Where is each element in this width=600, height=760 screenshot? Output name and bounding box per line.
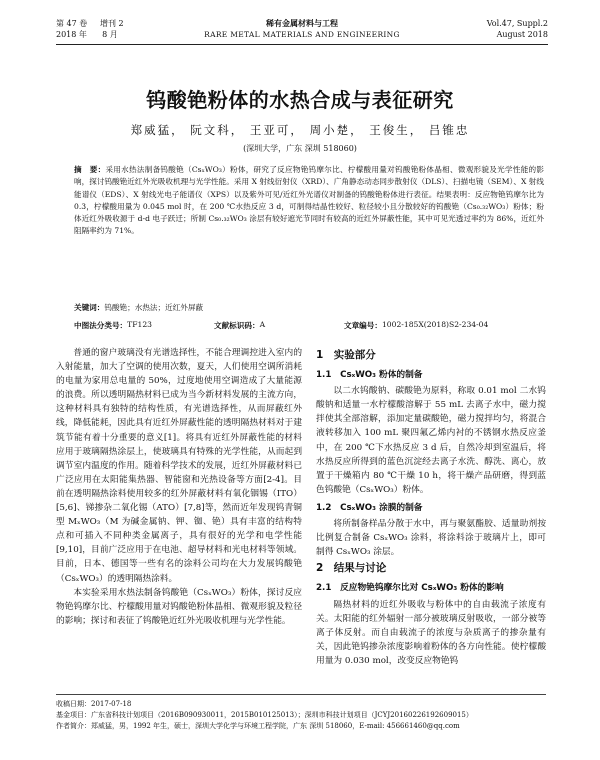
received-date: 收稿日期：2017-07-18 <box>56 700 132 708</box>
issue-left: 增刊 2 <box>99 19 124 28</box>
volume-right: Vol.47, Suppl.2 <box>486 19 548 28</box>
doc-code-label: 文献标识码： <box>214 321 260 330</box>
year-left: 2018 年 <box>56 30 87 39</box>
cls-value: TF123 <box>127 320 152 329</box>
running-header <box>56 18 548 45</box>
abstract <box>74 164 544 238</box>
paragraph-1-2: 将所制备样品分散于水中，再与聚氨酯胶、适量助剂按比例复合制备 CsₓWO₃ 涂料，将涂料涂于玻璃片上，即可制得 CsₓWO₃ 涂层。 <box>316 519 546 558</box>
section-heading-1: 1 实验部分 <box>316 349 376 361</box>
journal-name <box>56 18 548 40</box>
subsection-heading-1-1: 1.1 CsₓWO₃ 粉体的制备 <box>316 370 423 381</box>
section-heading-2: 2 结果与讨论 <box>316 562 387 575</box>
header-right <box>487 18 548 40</box>
date-right: August 2018 <box>496 30 548 39</box>
abstract-text: 采用水热法制备钨酸铯（CsₓWO₃）粉体，研究了反应物铯钨摩尔比、柠檬酸用量对钨酸铯粉体晶相、微观形貌及光学性能的影响，探讨钨酸铯近红外光吸收机理与光学性能。采用 X 射线衍射仪（XRD）、广角静态动态同步散射仪（DLS）、扫描电镜（SEM）、X 射线能谱仪（EDS）、X 射线光电子能谱仪（XPS）以及紫外可见/近红外光谱仪对制备的钨酸铯粉体进行表征。结果表明：反应物铯钨摩尔比为 0.3，柠檬酸用量为 0.045 mol 时，在 200 ℃水热反应 3 d，可制得结晶性较好、粒径较小且分散较好的钨酸铯（Cs₀.₃₂WO₃）粉体；粉体近红外吸收源于 d-d 电子跃迁；所制 Cs₀.₃₂WO₃ 涂层有较好遮光节同时有较高的近红外屏蔽性能，其中可见光透过率约为 86%，近红外阻隔率约为 71%。 <box>74 165 545 236</box>
author-bio: 作者简介：郑威猛，男，1992 年生，硕士，深圳大学化学与环境工程学院，广东 深圳 518060，E-mail: 456661460@qq.com <box>56 722 460 730</box>
right-column <box>316 346 546 668</box>
article-no-label: 文章编号： <box>344 321 382 330</box>
subsection-heading-1-2: 1.2 CsₓWO₃ 涂膜的制备 <box>316 502 423 513</box>
paragraph-1-1: 以二水钨酸钠、碳酸铯为原料，称取 0.01 mol 二水钨酸钠和适量一水柠檬酸溶解于 55 mL 去离子水中，磁力搅拌使其全部溶解，添加定量碳酸铯，磁力搅拌均匀，将混合液转移加入 100 mL 聚四氟乙烯内衬的不锈钢水热反应釜中，在 200 ℃下水热反应 3 d 后，自然冷却到室温后，将水热反应所得到的蓝色沉淀经去离子水洗、醇洗、离心，放置于干燥箱内 80 ℃干燥 10 h，将干燥产品研磨，得到蓝色钨酸铯（CsₓWO₃）粉体。 <box>316 386 546 495</box>
keywords-text: 钨酸铯；水热法；近红外屏蔽 <box>104 303 204 312</box>
journal-name-en: RARE METAL MATERIALS AND ENGINEERING <box>204 30 400 39</box>
author-list: 郑威猛， 阮文科， 王亚可， 周小楚， 王俊生， 吕锥忠 <box>130 123 470 137</box>
fund-info: 基金项目：广东省科技计划项目（2016B090930011，2015B010125013）；深圳市科技计划项目（JCYJ20160226192609015） <box>56 711 473 719</box>
affiliation: (深圳大学，广东 深圳 518060) <box>243 144 357 153</box>
volume-left: 第 47 卷 <box>56 19 88 28</box>
journal-name-cn: 稀有金属材料与工程 <box>266 18 338 28</box>
doc-code-value: A <box>259 320 266 329</box>
intro-paragraph-1: 普通的窗户玻璃没有光谱选择性，不能合理调控进入室内的入射能量，加大了空调的使用次数，夏天，人们使用空调所消耗的电量为家用总电量的 50%，过度地使用空调造成了大量能源的浪费。所以透明隔热材料已成为当今新材料发展的主流方向，这种材料具有独特的结构性质，有光谱选择性，从而屏蔽红外线，降低能耗，因此具有近红外屏蔽性能的透明隔热材料对于建筑节能有着十分重要的意义[1]。将具有近红外屏蔽性能的材料应用于玻璃隔热涂层上，使玻璃具有特殊的光学性能，从而起到调节室内温度的作用。随着科学技术的发展，近红外屏蔽材料已广泛应用在太阳能集热器、智能窗和光热设备等方面[2-4]。目前在透明隔热涂料使用较多的红外屏蔽材料有氧化铟锡（ITO）[5,6]、锑掺杂二氧化锡（ATO）[7,8]等，然而近年发现钨青铜型 MₓWO₃（M 为碱金属钠、钾、铷、铯）具有丰富的结构特点和可插入不同种类金属离子，具有很好的光学和电学性能[9,10]，目前广泛应用于在电池、超导材料和光电材料等领域。目前，日本、德国等一些有名的涂料公司均在大力发展钨酸铯（CsₓWO₃）的透明隔热涂料。 <box>56 348 302 584</box>
month-left: 8 月 <box>102 30 118 39</box>
abstract-label: 摘 要： <box>74 165 106 174</box>
paragraph-2-1: 隔热材料的近红外吸收与粉体中的自由载流子浓度有关。太阳能的红外辐射一部分被玻璃反射吸收，一部分被等离子体反射。而自由载流子的浓度与杂质离子的掺杂量有关，因此铯钨掺杂浓度影响着粉体的各方向性能。使柠檬酸用量为 0.030 mol，改变反应物铯钨 <box>316 599 546 666</box>
left-column <box>56 346 302 628</box>
keywords-label: 关键词： <box>74 303 105 312</box>
cls-label: 中图法分类号： <box>74 321 128 330</box>
article-no-value: 1002-185X(2018)S2-234-04 <box>381 320 489 329</box>
footnotes <box>56 694 546 732</box>
keywords <box>74 302 544 313</box>
intro-paragraph-2: 本实验采用水热法制备钨酸铯（CsₓWO₃）粉体，探讨反应物铯钨摩尔比、柠檬酸用量对钨酸铯粉体晶相、微观形貌及粒径的影响；探讨和表征了钨酸铯近红外光吸收机理与光学性能。 <box>56 587 302 626</box>
paper-title: 钨酸铯粉体的水热合成与表征研究 <box>146 88 454 112</box>
subsection-heading-2-1: 2.1 反应物铯钨摩尔比对 CsₓWO₃ 粉体的影响 <box>316 583 504 594</box>
